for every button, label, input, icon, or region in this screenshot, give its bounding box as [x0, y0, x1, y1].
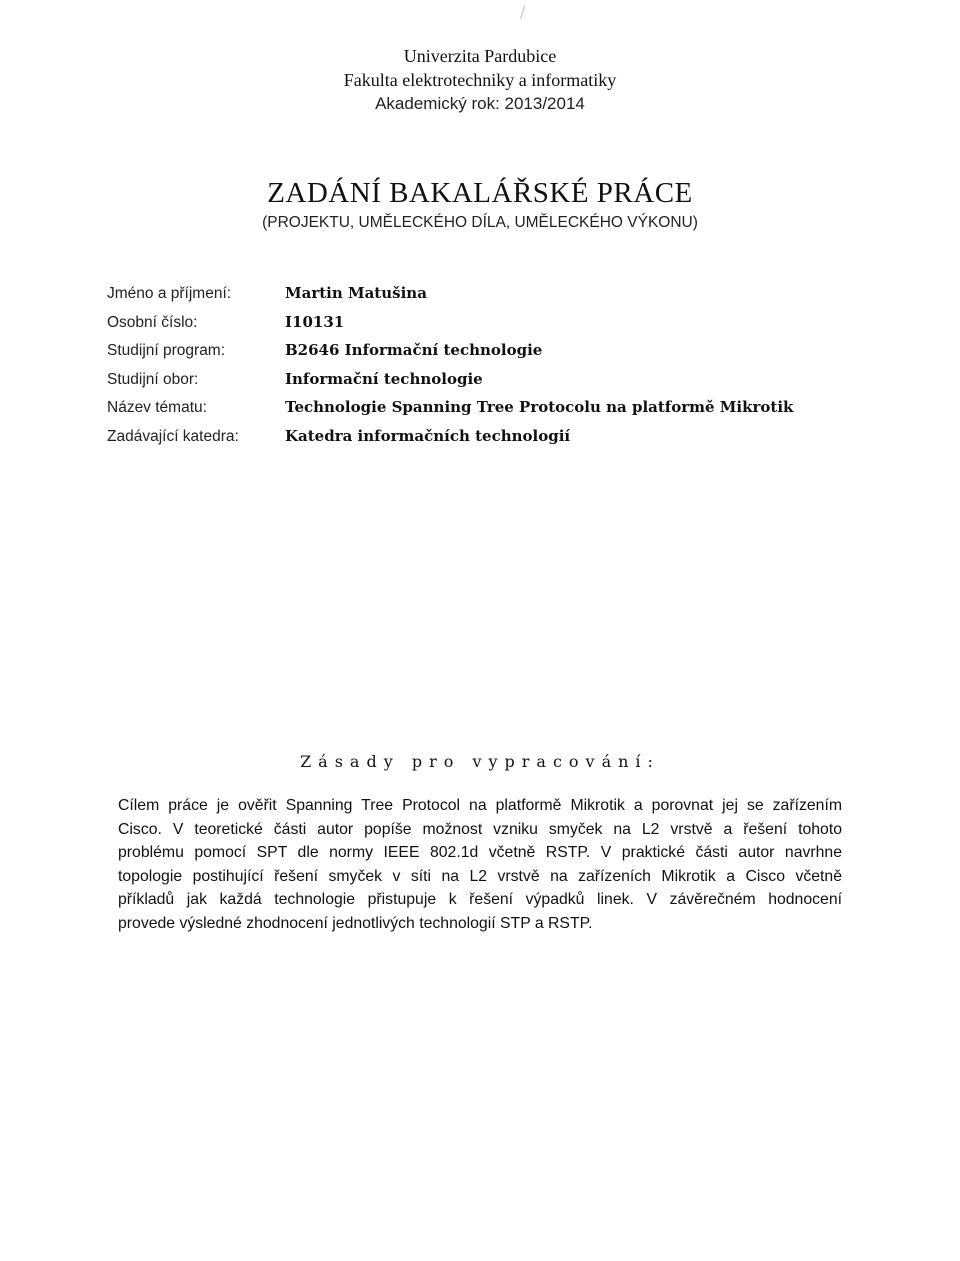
paragraph-line: topologie postihující řešení smyček v síti na L2 vrstvě na zařízeních Mikrotik a Cisco včetně: [118, 867, 842, 885]
scan-artifact: /: [520, 2, 526, 21]
info-label: Studijní obor:: [107, 370, 199, 388]
info-label: Osobní číslo:: [107, 313, 198, 331]
title-block: [0, 176, 960, 234]
info-label: Název tématu:: [107, 399, 207, 416]
document-header: [0, 44, 960, 116]
paragraph-line: problému pomocí SPT dle normy IEEE 802.1d včetně RSTP. V praktické části autor navrhne: [118, 844, 842, 862]
document-title: ZADÁNÍ BAKALÁŘSKÉ PRÁCE: [267, 177, 693, 209]
student-name: Martin Matušina: [285, 284, 427, 302]
academic-year: Akademický rok: 2013/2014: [375, 94, 585, 113]
paragraph-line: příkladů jak každá technologie přistupuje k řešení výpadků linek. V závěrečném hodnocení: [118, 891, 842, 909]
document-subtitle: (PROJEKTU, UMĚLECKÉHO DÍLA, UMĚLECKÉHO VÝKONU): [262, 214, 698, 231]
guidelines-paragraph: [118, 794, 842, 936]
info-row-department: [107, 427, 793, 456]
info-row-topic: [107, 398, 793, 427]
assigning-department: Katedra informačních technologií: [285, 426, 571, 445]
student-info-table: [107, 284, 793, 455]
paragraph-line: Cílem práce je ověřit Spanning Tree Protocol na platformě Mikrotik a porovnat jej se zařízením: [118, 797, 842, 814]
paragraph-line: provede výsledné zhodnocení jednotlivých technologií STP a RSTP.: [118, 914, 593, 932]
info-label: Zadávající katedra:: [107, 427, 239, 445]
info-row-name: [107, 284, 793, 313]
section-heading: Zásady pro vypracování:: [300, 752, 660, 771]
info-row-study-field: [107, 370, 793, 399]
info-label: Jméno a příjmení:: [107, 285, 232, 302]
study-field: Informační technologie: [285, 369, 483, 388]
faculty-name: Fakulta elektrotechniky a informatiky: [343, 70, 617, 90]
info-label: Studijní program:: [107, 342, 226, 359]
info-row-study-program: [107, 341, 793, 370]
study-program: B2646 Informační technologie: [285, 341, 543, 359]
info-row-personal-number: [107, 313, 793, 342]
paragraph-line: Cisco. V teoretické části autor popíše možnost vzniku smyček na L2 vrstvě a řešení tohoto: [118, 820, 842, 838]
thesis-topic: Technologie Spanning Tree Protocolu na platformě Mikrotik: [285, 398, 794, 416]
university-name: Univerzita Pardubice: [403, 46, 557, 66]
personal-number: I10131: [285, 312, 345, 331]
